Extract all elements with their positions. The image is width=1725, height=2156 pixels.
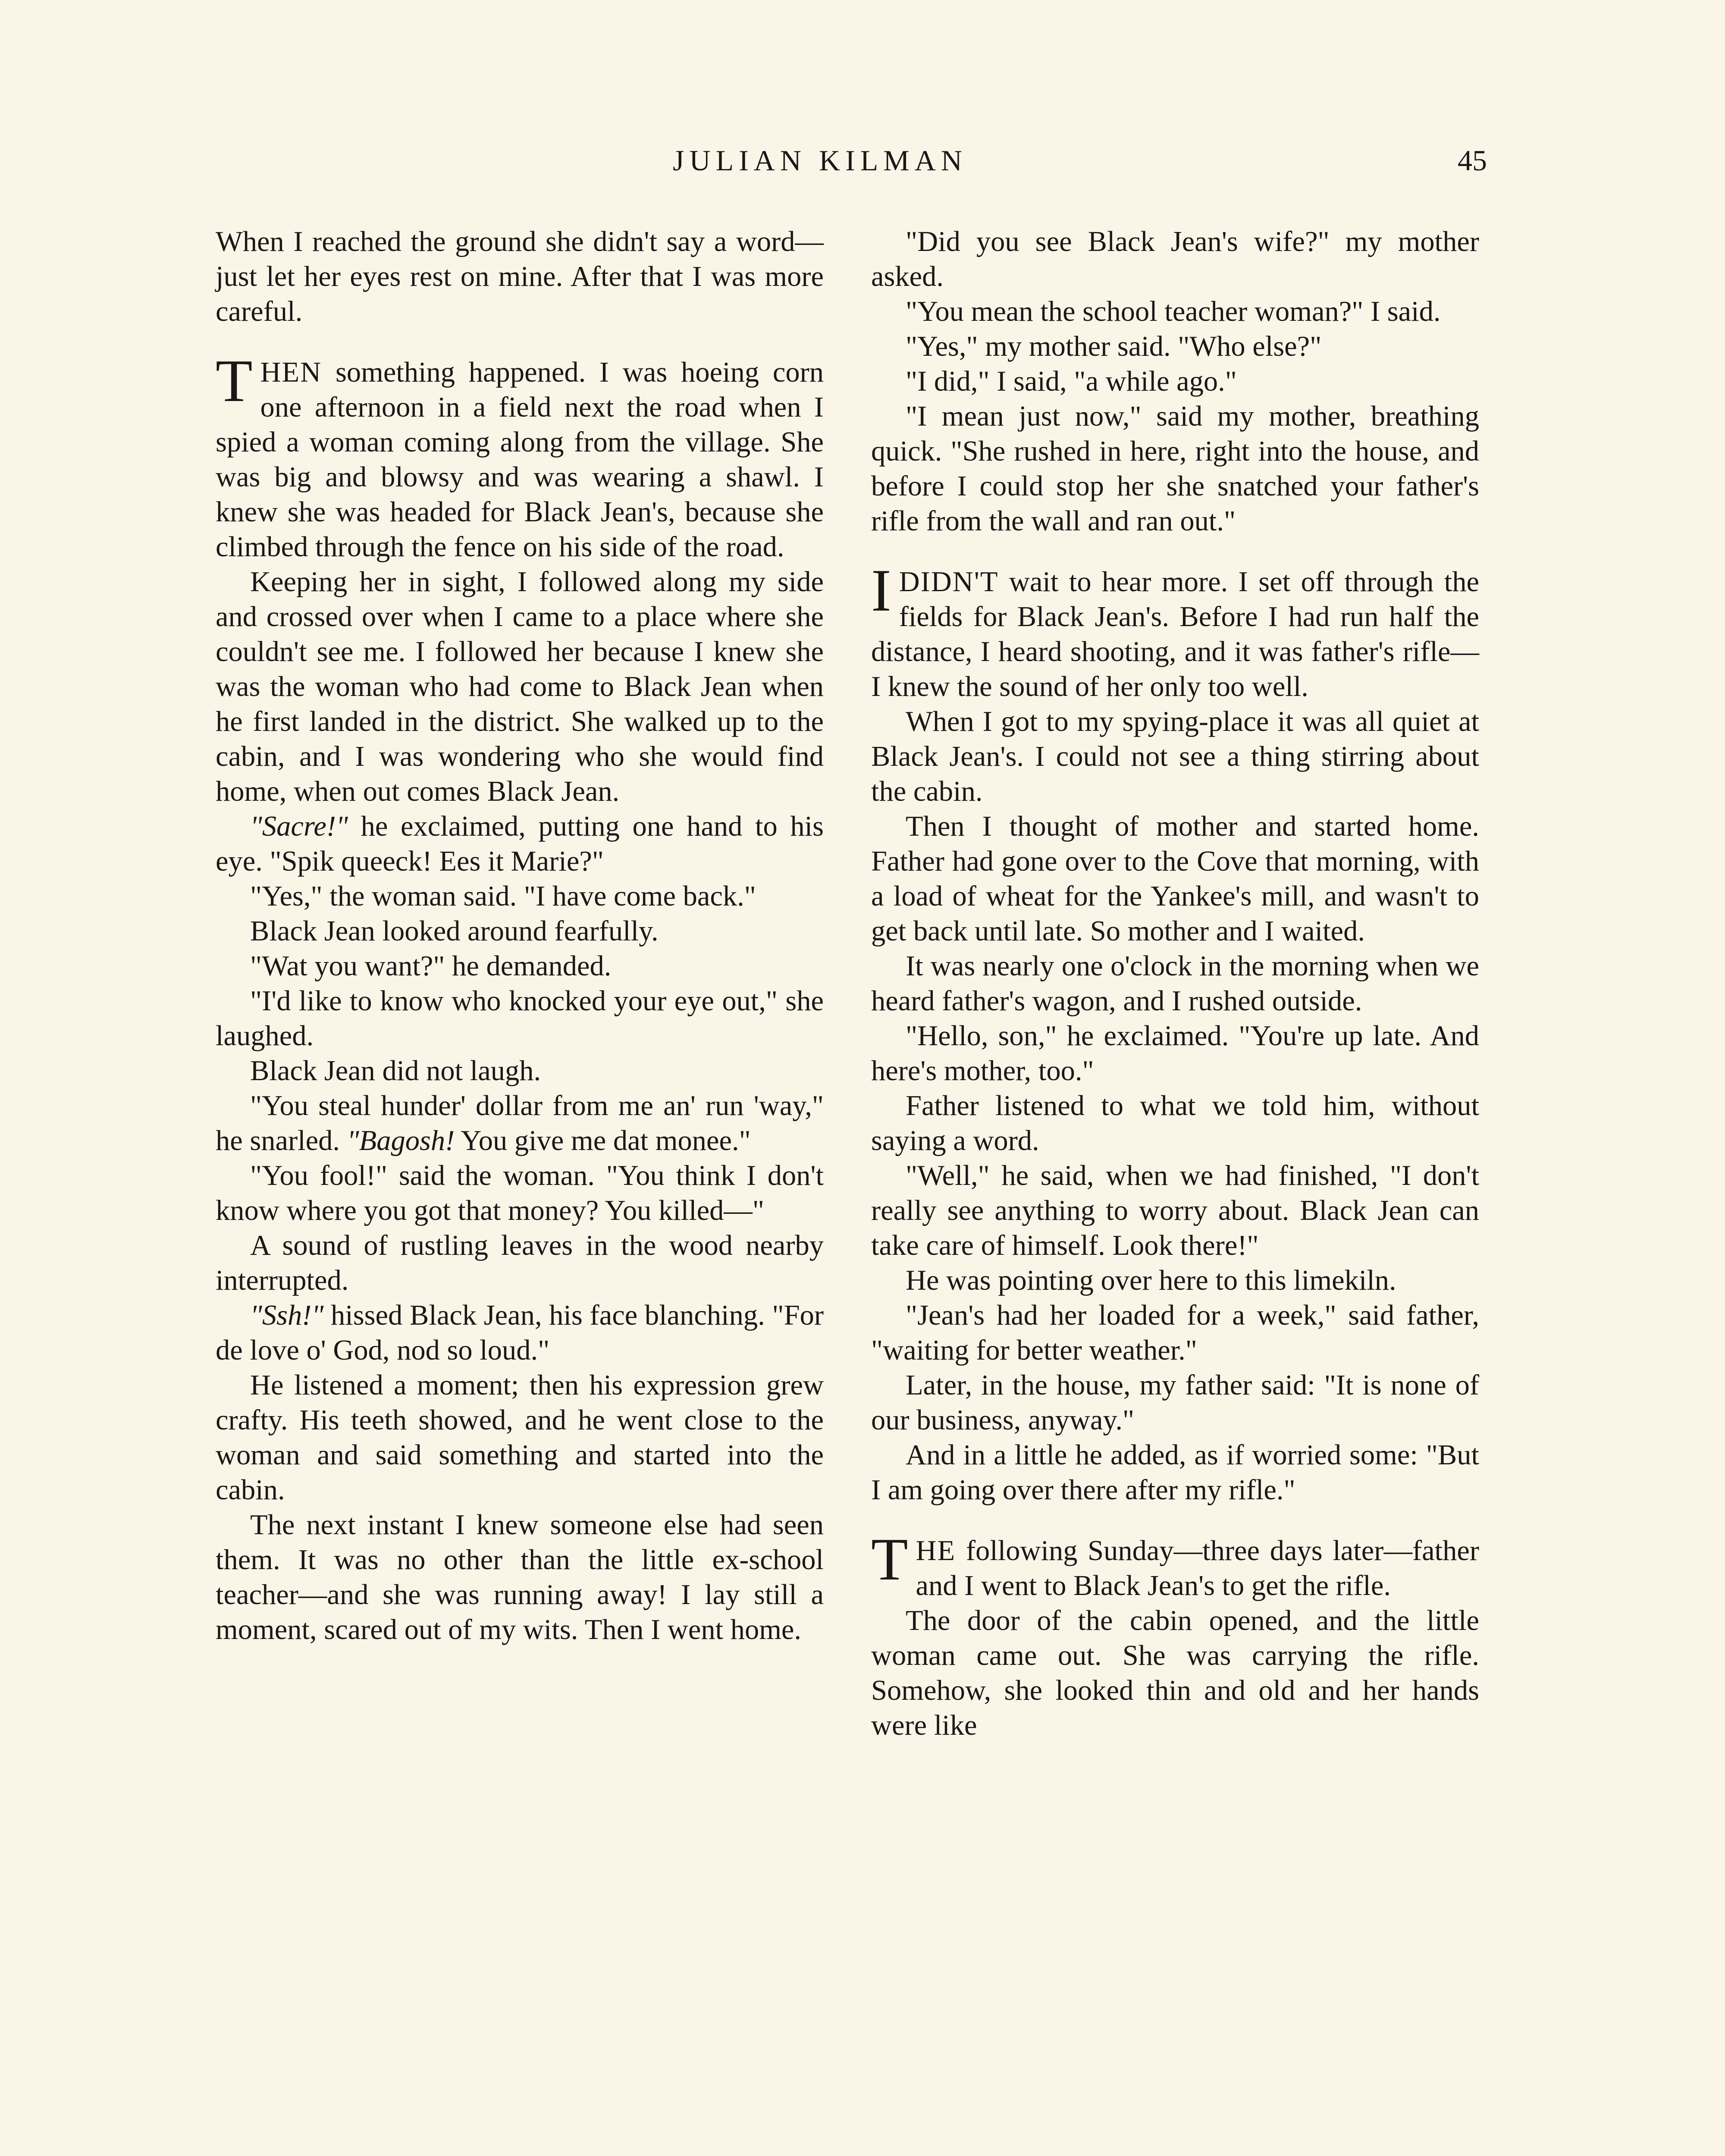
paragraph: "Yes," my mother said. "Who else?" [906, 331, 1322, 362]
paragraph: When I got to my spying-place it was all quiet at Black Jean's. I could not see a thing stirring about the cabin. [871, 706, 1479, 807]
paragraph: Keeping her in sight, I followed along my side and crossed over when I came to a place where she couldn't see me. I followed her because I knew she was the woman who had come to Black Jean when he first landed in the district. She walked up to the cabin, and I was wondering who she would find home, when out comes Black Jean. [216, 566, 824, 807]
italic-exclamation: "Sacre!" [250, 811, 348, 842]
lead-in-caps: HEN [260, 357, 322, 388]
paragraph: "Jean's had her loaded for a week," said father, "waiting for better weather." [871, 1300, 1479, 1366]
lead-in-caps: DIDN'T [899, 566, 999, 598]
paragraph-text: wait to hear more. I set off through the fields for Black Jean's. Before I had run half the distance, I heard shooting, and it was father's rifle—I knew the sound of her only too well. [871, 566, 1479, 702]
paragraph: "I mean just now," said my mother, breathing quick. "She rushed in here, right into the house, and before I could stop her she snatched your father's rifle from the wall and ran out." [871, 401, 1479, 537]
paragraph: "You mean the school teacher woman?" I said. [906, 296, 1441, 327]
section-opening-paragraph [216, 348, 824, 564]
paragraph: "You fool!" said the woman. "You think I don't know where you got that money? You killed—" [216, 1160, 824, 1226]
paragraph-text: he exclaimed, putting one hand to his eye. "Spik queeck! Ees it Marie?" [216, 811, 824, 877]
left-column [216, 224, 824, 1647]
right-column [871, 224, 1479, 1743]
lead-in-caps: HE [916, 1535, 956, 1567]
paragraph: A sound of rustling leaves in the wood nearby interrupted. [216, 1230, 824, 1296]
drop-cap: T [871, 1526, 908, 1593]
paragraph: "Did you see Black Jean's wife?" my mother asked. [871, 226, 1479, 292]
paragraph-text: something happened. I was hoeing corn one afternoon in a field next the road when I spied a woman coming along from the village. She was big and blowsy and was wearing a shawl. I knew she was headed for Black Jean's, because she climbed through the fence on his side of the road. [216, 357, 824, 563]
running-head: JULIAN KILMAN [673, 144, 967, 177]
paragraph-text: following Sunday—three days later—father and I went to Black Jean's to get the rifle. [916, 1535, 1479, 1601]
paragraph-text: "You steal hunder' dollar from me an' run 'way," he snarled. [216, 1090, 824, 1156]
italic-exclamation: "Bagosh! [347, 1125, 455, 1156]
paragraph: Black Jean did not laugh. [250, 1055, 541, 1087]
paragraph: And in a little he added, as if worried some: "But I am going over there after my rifle." [871, 1439, 1479, 1506]
paragraph: "I'd like to know who knocked your eye out," she laughed. [216, 985, 824, 1052]
paragraph: The next instant I knew someone else had seen them. It was no other than the little ex-school teacher—and she was running away! I lay still a moment, scared out of my wits. Then I went home. [216, 1509, 824, 1645]
italic-exclamation: "Ssh!" [250, 1300, 324, 1331]
paragraph: He was pointing over here to this limekiln. [906, 1265, 1396, 1296]
paragraph: "I did," I said, "a while ago." [906, 366, 1237, 397]
paragraph [216, 1298, 824, 1368]
paragraph [216, 1088, 824, 1158]
paragraph: "Yes," the woman said. "I have come back." [250, 881, 756, 912]
paragraph [216, 809, 824, 879]
paragraph: When I reached the ground she didn't say a word—just let her eyes rest on mine. After that I was more careful. [216, 226, 824, 327]
drop-cap: T [216, 348, 253, 414]
paragraph: The door of the cabin opened, and the little woman came out. She was carrying the rifle. Somehow, she looked thin and old and her hands were like [871, 1605, 1479, 1741]
section-opening-paragraph [871, 1526, 1479, 1603]
section-opening-paragraph [871, 557, 1479, 704]
paragraph: It was nearly one o'clock in the morning when we heard father's wagon, and I rushed outside. [871, 950, 1479, 1017]
paragraph-text: You give me dat monee." [455, 1125, 751, 1156]
paragraph-text: hissed Black Jean, his face blanching. "For de love o' God, nod so loud." [216, 1300, 824, 1366]
drop-cap: I [871, 557, 891, 624]
page-number: 45 [1458, 144, 1487, 177]
paragraph: "Well," he said, when we had finished, "I don't really see anything to worry about. Black Jean can take care of himself. Look there!" [871, 1160, 1479, 1261]
paragraph: Then I thought of mother and started home. Father had gone over to the Cove that morning, with a load of wheat for the Yankee's mill, and wasn't to get back until late. So mother and I waited. [871, 811, 1479, 947]
paragraph: Father listened to what we told him, without saying a word. [871, 1090, 1479, 1156]
paragraph: Later, in the house, my father said: "It is none of our business, anyway." [871, 1369, 1479, 1436]
paragraph: Black Jean looked around fearfully. [250, 915, 659, 947]
paragraph: "Wat you want?" he demanded. [250, 950, 612, 982]
paragraph: He listened a moment; then his expression grew crafty. His teeth showed, and he went close to the woman and said something and started into the cabin. [216, 1369, 824, 1506]
paragraph: "Hello, son," he exclaimed. "You're up late. And here's mother, too." [871, 1020, 1479, 1087]
